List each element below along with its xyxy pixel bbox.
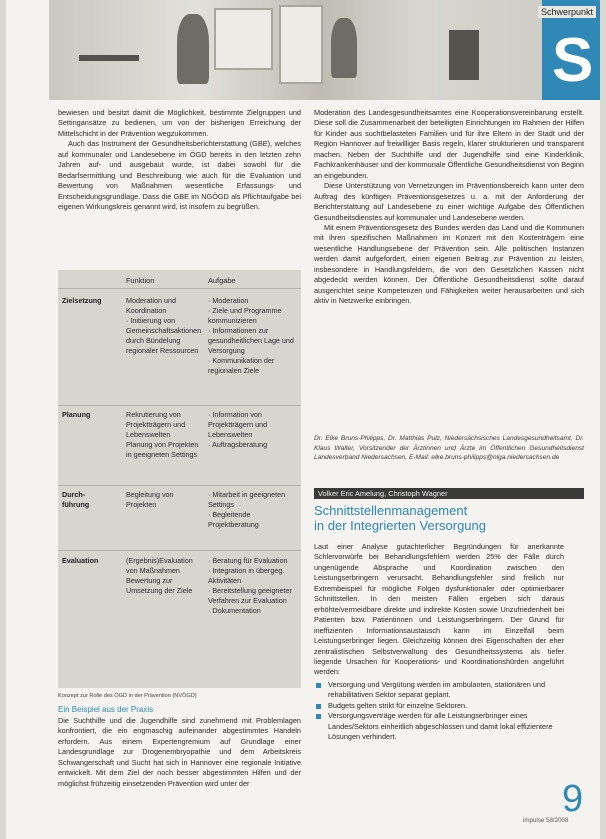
article-title-line: in der Integrierten Versorgung — [314, 518, 486, 533]
table-row-label: Durch- führung — [62, 490, 90, 509]
paragraph: bewiesen und besitzt damit die Möglichkeit, bestimmte Zielgruppen und Settingansätze zu bedienen, um von der bisherigen Erreichung der Mittelschicht in der Prävention wegzukommen. — [58, 108, 301, 138]
table-header-funktion: Funktion — [126, 276, 155, 285]
list-item-text: Versorgung und Vergütung werden im ambulanten, stationären und rehabilitativen Sektor separat geplant. — [328, 679, 546, 700]
table-cell-funktion: Moderation und Koordination · Initiierung von Gemeinschaftsaktionen durch Bündelung regionaler Ressourcen — [126, 296, 202, 355]
table-cell-aufgabe: · Beratung für Evaluation · Integration in übergeg. Aktivitäten · Bereitstellung geeigneter Verfahren zur Evaluation · Dokumentation — [208, 556, 292, 615]
article-title-line: Schnittstellenmanagement — [314, 503, 468, 518]
list-item — [314, 711, 564, 742]
table-cell-funktion: Rekrutierung von Projektträgern und Lebenswelten Planung von Projekten in geeigneten Settings — [126, 410, 199, 459]
section-tab-letter: S — [552, 26, 594, 95]
author-bio — [314, 434, 584, 463]
table-cell-aufgabe: · Moderation · Ziele und Programme kommunizieren · Informationen zur gesundheitlichen Lage und Versorgung · Kommunikation der regionalen Ziele — [208, 296, 294, 375]
right-column-bottom — [314, 542, 564, 743]
table-cell-funktion: (Ergebnis)Evaluation von Maßnahmen Bewertung zur Umsetzung der Ziele — [126, 556, 193, 595]
bullet-list — [314, 680, 564, 743]
article-authors: Volker Eric Amelung, Christoph Wagner — [318, 489, 448, 498]
table-header-aufgabe: Aufgabe — [208, 276, 236, 285]
table-caption: Konzept zur Rolle des ÖGD in der Prävention (NVÖGD) — [58, 693, 197, 699]
table-divider — [58, 288, 301, 289]
section-subheading: Ein Beispiel aus der Praxis — [58, 705, 154, 714]
article-author-bar — [314, 488, 584, 499]
list-item-text: Versorgungsverträge werden für alle Leistungserbringer eines Landes/Sektors einheitlich abgeschlossen und damit lokal effizientere Lösungen verhindert. — [328, 711, 553, 742]
list-item — [314, 701, 564, 711]
table-row-label: Zielsetzung — [62, 296, 102, 305]
paragraph: Diese Unterstützung von Vernetzungen im Präventionsbereich kann unter dem Auftrag des künftigen Präventionsgesetzes u. a. mit der Anforderung der Berichterstattung auf Landesebene zu einer wichtige Aufgabe des Öffentlichen Gesundheitsdienstes auf kommunaler und Landesebene werden. — [314, 181, 584, 222]
photo-figure — [331, 18, 357, 78]
article-title — [314, 503, 584, 533]
photo-shadow — [449, 30, 479, 80]
photo-window — [214, 8, 273, 70]
table-row-label: Planung — [62, 410, 91, 419]
table-cell-funktion: Begleitung von Projekten — [126, 490, 174, 509]
issue-label: impulse 58/2008 — [523, 817, 569, 824]
square-bullet-icon — [316, 683, 321, 688]
page-number: 9 — [562, 778, 584, 820]
table-divider — [58, 405, 301, 406]
bio-text: Dr. Elke Bruns-Philipps, Dr. Matthias Pulz, Niedersächsisches Landesgesundheitsamt, Dr. Klaus Walter, Vorsitzender der Ärztinnen und Ärzte im Öffentlichen Gesundheitsdienst Landesverband Niedersachsen, E-Mail: elke.bruns-philipps@nlga.niedersachsen.de — [314, 435, 584, 461]
paragraph: Mit einem Präventionsgesetz des Bundes werden das Land und die Kommunen mit ihren spezifischen Maßnahmen im Konzert mit den Kostenträgern eine wesentliche Handlungsebene der Prävention sein. Alle politischen Instanzen werden damit aufgefordert, einen eigenen Beitrag zur Prävention zu leisten, insbesondere in Handlungsfeldern, die von den Gesetzlichen Kassen nicht abgedeckt werden können. Der Öffentliche Gesundheitsdienst sollte darauf ausgerichtet seine Kompetenzen und Fähigkeiten weiter herausarbeiten und sich aktiv in Netzwerke einbringen. — [314, 222, 584, 306]
section-tab-label: Schwerpunkt — [538, 6, 596, 18]
table-divider — [58, 485, 301, 486]
section-tab — [542, 0, 600, 100]
table-divider — [58, 550, 301, 551]
table-cell-aufgabe: · Mitarbeit in geeigneten Settings · Begleitende Projektberatung — [208, 490, 286, 529]
paragraph: Laut einer Analyse gutachterlicher Begründungen für anerkannte Schlervorwürfe bei Behandlungsfehlern werden 25% der Fälle durch ungenügende Absprache und Koordination zwischen den Leistungserbringern verursacht. Behandlungsfehler sind freilich nur Extrembeispiel für mögliche Folgen dysfunktionaler oder optimierbarer Schnittstellen. In den meisten Fällen ergeben sich daraus erhöhte/vermeidbare direkte und indirekte Kosten sowie Unzufriedenheit bei Patienten bzw. Patientinnen und Leistungserbringern. Der Grund für ineffizienten Informationsaustausch kann im Einzelfall beim Leistungserbringer liegen. Gleichzeitig können drei Eigenschaften der eher zentralistischen Selbstverwaltung des Gesundheitssystems als tiefer liegende Ursachen für Kooperations- und Koordinationshürden angeführt werden: — [314, 542, 564, 677]
photo-figure — [177, 14, 209, 84]
left-column-bottom — [58, 716, 301, 789]
list-item-text: Budgets gelten strikt für einzelne Sektoren. — [328, 700, 468, 710]
table-row-label: Evaluation — [62, 556, 99, 565]
square-bullet-icon — [316, 704, 321, 709]
table-cell-aufgabe: · Information von Projektträgern und Lebenswelten · Auftragsberatung — [208, 410, 268, 449]
square-bullet-icon — [316, 714, 321, 719]
header-photo — [49, 0, 542, 100]
paragraph: Auch das Instrument der Gesundheitsberichterstattung (GBE), welches auf kommunaler und Landesebene im ÖGD bereits in den letzten zehn Jahren auf- und ausgebaut wurde, ist dabei sowohl für die Bedarfsermittlung und Beschreibung wie auch für die Evaluation und Bewertung von Maßnahmen wesentliche Erfassungs- und Entscheidungsgrundlage. Dass die GBE im NGÖGD als Pflichtaufgabe bei eigenen Wirkungskreis genannt wird, ist insofern zu begrüßen. — [58, 139, 301, 212]
left-column-top — [58, 108, 301, 213]
function-table — [58, 270, 301, 688]
photo-shelf — [79, 55, 139, 61]
photo-window — [279, 5, 323, 84]
page — [6, 0, 600, 839]
paragraph: Moderation des Landesgesundheitsamtes eine Kooperationsvereinbarung erstellt. Diese soll die Zusammenarbeit der beteiligten Einrichtungen im Rahmen der Hilfen für Kinder aus suchtbelasteten Familien und für ihre Eltern in der Stadt und der Region Hannover auf freiwilliger Basis regeln, klarer strukturieren und transparent machen. Neben der Suchthilfe und der Jugendhilfe sind eine Kinderklinik, Fachkrankenhäuser und der kommunale Öffentliche Gesundheitsdienst von Beginn an eingebunden. — [314, 108, 584, 180]
right-column-top — [314, 108, 584, 307]
paragraph: Die Suchthilfe und die Jugendhilfe sind zunehmend mit Problemlagen konfrontiert, die ein engmaschig aufeinander abgestimmtes Handeln erfordern. Aus einem Expertengremium auf Grundlage einer Landesgrundlage zur Drogenembryopathie und dem Arbeitskreis Schwangerschaft und Sucht hat sich in Hannover eine regionale Initiative entwickelt. Mit dem Ziel der noch besser abgestimmten Hilfen und der möglichst frühzeitig einsetzenden Prävention wird unter der — [58, 716, 301, 788]
list-item — [314, 680, 564, 701]
